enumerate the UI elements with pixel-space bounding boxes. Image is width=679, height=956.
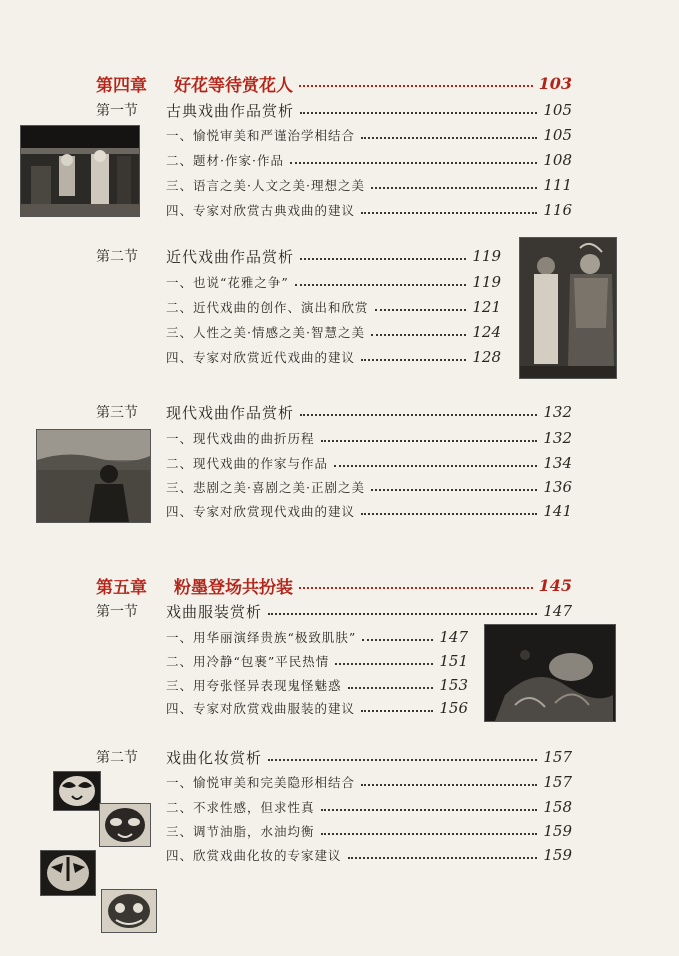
leader-dots: [321, 833, 538, 835]
item-title: 四、专家对欣赏现代戏曲的建议: [166, 504, 356, 519]
item-title: 二、不求性感，但求性真: [166, 800, 315, 815]
face-mask-photo: [99, 803, 151, 847]
page-number: 159: [543, 822, 572, 840]
section-entry[interactable]: [96, 401, 572, 423]
toc-item[interactable]: [166, 124, 572, 146]
item-title: 四、专家对欣赏近代戏曲的建议: [166, 350, 356, 365]
item-title: 一、也说“花雅之争”: [166, 275, 289, 290]
item-title: 二、用冷静“包裹”平民热情: [166, 654, 330, 669]
page-number: 156: [439, 699, 468, 717]
page-number: 105: [543, 101, 572, 119]
page-number: 151: [439, 652, 468, 670]
leader-dots: [361, 710, 433, 712]
item-title: 一、愉悦审美和完美隐形相结合: [166, 775, 356, 790]
leader-dots: [321, 809, 538, 811]
toc-item[interactable]: [166, 452, 572, 474]
leader-dots: [375, 309, 467, 311]
section-label: 第三节: [96, 405, 138, 421]
item-title: 三、用夸张怪异表现鬼怪魅惑: [166, 678, 342, 693]
leader-dots: [362, 639, 433, 641]
page-number: 157: [543, 773, 572, 791]
page-number: 128: [472, 348, 501, 366]
toc-item[interactable]: [166, 321, 501, 343]
page-number: 159: [543, 846, 572, 864]
page-number: 141: [543, 502, 572, 520]
page-number: 116: [543, 201, 572, 219]
leader-dots: [321, 440, 538, 442]
section-entry[interactable]: [96, 746, 572, 768]
chapter-title: 好花等待赏花人: [174, 75, 293, 96]
page-number: 153: [439, 676, 468, 694]
face-mask-photo: [53, 771, 101, 811]
toc-item[interactable]: [166, 500, 572, 522]
page-number: 121: [472, 298, 501, 316]
chapter-5-entry[interactable]: [96, 574, 572, 596]
section-entry[interactable]: [96, 99, 572, 121]
costume-detail-photo: [484, 624, 616, 722]
leader-dots: [371, 187, 537, 189]
item-title: 一、愉悦审美和严谨治学相结合: [166, 128, 356, 143]
toc-item[interactable]: [166, 476, 572, 498]
item-title: 四、专家对欣赏戏曲服装的建议: [166, 701, 356, 716]
leader-dots: [361, 212, 537, 214]
leader-dots: [361, 513, 537, 515]
toc-item[interactable]: [166, 820, 572, 842]
section-label: 第一节: [96, 103, 138, 119]
face-mask-photo: [101, 889, 157, 933]
leader-dots: [299, 85, 533, 87]
chapter-4-entry[interactable]: [96, 72, 572, 94]
toc-item[interactable]: [166, 626, 468, 648]
page-number: 119: [472, 273, 501, 291]
chapter-label: 第四章: [96, 75, 147, 96]
opera-costume-photo: [519, 237, 617, 379]
toc-item[interactable]: [166, 427, 572, 449]
section-label: 第二节: [96, 750, 138, 766]
page-number: 147: [543, 602, 572, 620]
toc-item[interactable]: [166, 174, 572, 196]
page-number: 147: [439, 628, 468, 646]
leader-dots: [371, 334, 466, 336]
leader-dots: [290, 162, 537, 164]
leader-dots: [268, 613, 537, 615]
page-number: 145: [538, 575, 572, 595]
toc-item[interactable]: [166, 650, 468, 672]
toc-item[interactable]: [166, 296, 501, 318]
item-title: 二、近代戏曲的创作、演出和欣赏: [166, 300, 369, 315]
leader-dots: [299, 587, 533, 589]
page-number: 132: [543, 403, 572, 421]
leader-dots: [300, 112, 537, 114]
toc-item[interactable]: [166, 771, 572, 793]
section-entry[interactable]: [96, 245, 501, 267]
toc-item[interactable]: [166, 796, 572, 818]
item-title: 二、题材·作家·作品: [166, 153, 284, 168]
toc-item[interactable]: [166, 271, 501, 293]
page-number: 108: [543, 151, 572, 169]
item-title: 一、现代戏曲的曲折历程: [166, 431, 315, 446]
item-title: 二、现代戏曲的作家与作品: [166, 456, 329, 471]
leader-dots: [371, 489, 537, 491]
item-title: 三、调节油脂，水油均衡: [166, 824, 315, 839]
page-number: 103: [538, 73, 572, 93]
page-number: 158: [543, 798, 572, 816]
leader-dots: [361, 784, 537, 786]
leader-dots: [300, 258, 466, 260]
section-entry[interactable]: [96, 600, 572, 622]
chapter-title: 粉墨登场共扮装: [174, 577, 293, 598]
section-title: 近代戏曲作品赏析: [166, 247, 295, 266]
page-number: 119: [472, 247, 501, 265]
leader-dots: [348, 857, 538, 859]
leader-dots: [335, 663, 433, 665]
chapter-label: 第五章: [96, 577, 147, 598]
item-title: 三、人性之美·情感之美·智慧之美: [166, 325, 365, 340]
section-label: 第一节: [96, 604, 138, 620]
leader-dots: [361, 137, 537, 139]
page-number: 105: [543, 126, 572, 144]
leader-dots: [361, 359, 466, 361]
page-number: 157: [543, 748, 572, 766]
section-title: 戏曲服装赏析: [166, 602, 263, 621]
leader-dots: [268, 759, 537, 761]
toc-item[interactable]: [166, 346, 501, 368]
leader-dots: [348, 687, 434, 689]
face-mask-photo: [40, 850, 96, 896]
item-title: 四、欣赏戏曲化妆的专家建议: [166, 848, 342, 863]
toc-item[interactable]: [166, 149, 572, 171]
opera-stage-photo: [20, 125, 140, 217]
toc-item[interactable]: [166, 697, 468, 719]
item-title: 三、语言之美·人文之美·理想之美: [166, 178, 365, 193]
section-title: 现代戏曲作品赏析: [166, 403, 295, 422]
section-title: 戏曲化妆赏析: [166, 748, 263, 767]
page-number: 124: [472, 323, 501, 341]
section-label: 第二节: [96, 249, 138, 265]
page-number: 136: [543, 478, 572, 496]
item-title: 三、悲剧之美·喜剧之美·正剧之美: [166, 480, 365, 495]
page-number: 111: [543, 176, 572, 194]
landscape-figure-photo: [36, 429, 151, 523]
toc-item[interactable]: [166, 844, 572, 866]
leader-dots: [295, 284, 467, 286]
page-number: 134: [543, 454, 572, 472]
leader-dots: [334, 465, 537, 467]
toc-item[interactable]: [166, 674, 468, 696]
item-title: 一、用华丽演绎贵族“极致肌肤”: [166, 630, 357, 645]
section-title: 古典戏曲作品赏析: [166, 101, 295, 120]
leader-dots: [300, 414, 537, 416]
page-number: 132: [543, 429, 572, 447]
toc-item[interactable]: [166, 199, 572, 221]
item-title: 四、专家对欣赏古典戏曲的建议: [166, 203, 356, 218]
